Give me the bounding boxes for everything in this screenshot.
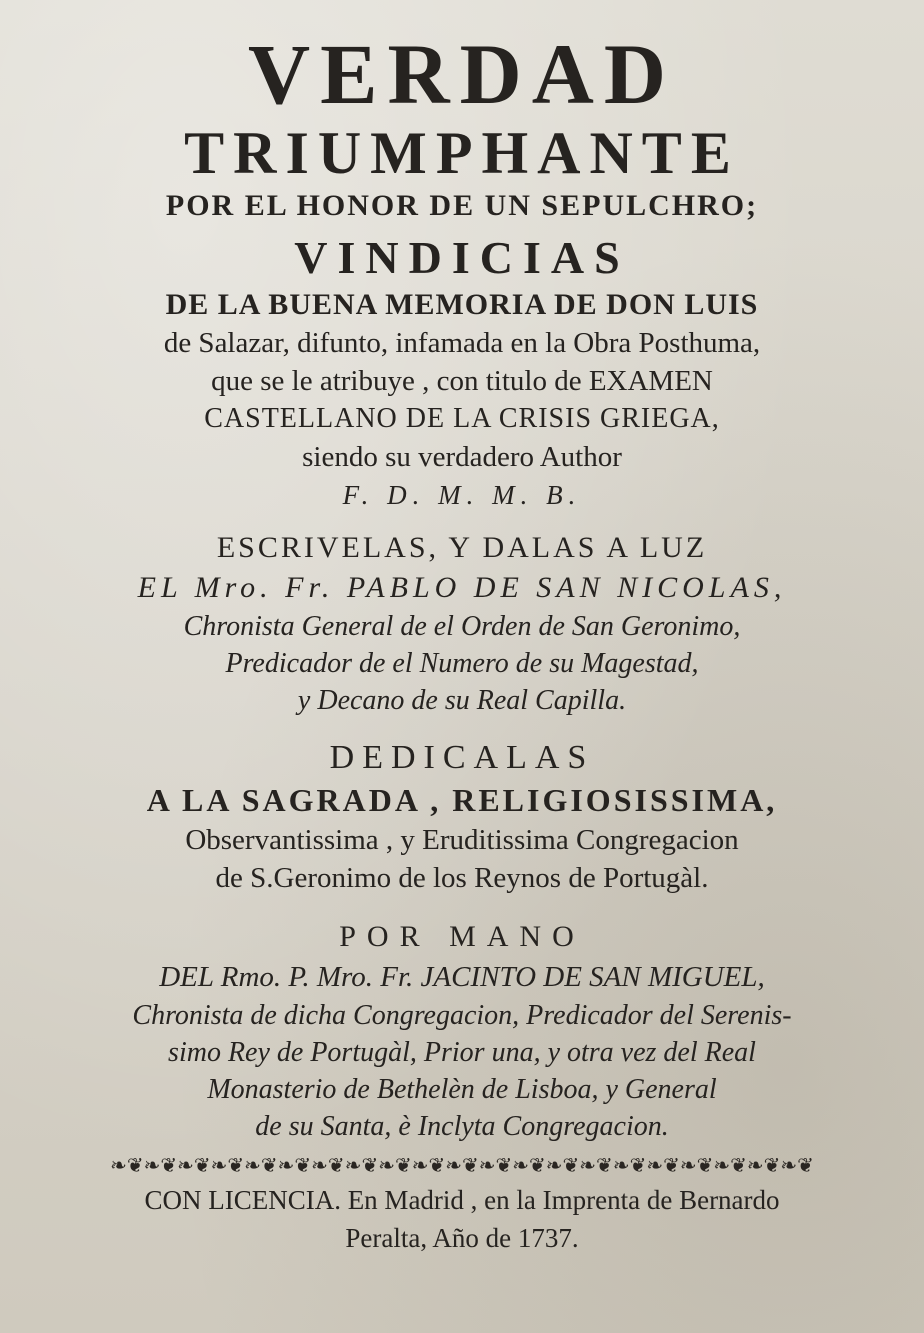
dedication-line-1: A LA SAGRADA , RELIGIOSISSIMA, [146,782,778,818]
dedication-heading: DEDICALAS [329,739,595,776]
por-mano-line-1: DEL Rmo. P. Mro. Fr. JACINTO DE SAN MIGUEL, [159,961,765,993]
author-line-2: Chronista General de el Orden de San Geronimo, [183,611,741,642]
author-line-1: EL Mro. Fr. PABLO DE SAN NICOLAS, [137,571,787,604]
por-mano-line-3: simo Rey de Portugàl, Prior una, y otra vez del Real [168,1037,756,1068]
por-mano-heading: POR MANO [339,920,585,953]
description-line-1: DE LA BUENA MEMORIA DE DON LUIS [165,288,759,321]
imprint-line-1: CON LICENCIA. En Madrid , en la Imprenta de Bernardo [144,1185,780,1215]
description-line-2: de Salazar, difunto, infamada en la Obra Posthuma, [163,327,761,359]
title-line-triumphante: TRIUMPHANTE [184,120,740,186]
description-line-5: siendo su verdadero Author [302,441,622,473]
title-line-verdad: VERDAD [248,26,676,122]
por-mano-line-2: Chronista de dicha Congregacion, Predicador del Serenis- [132,1000,792,1031]
por-mano-line-4: Monasterio de Bethelèn de Lisboa, y General [207,1074,717,1105]
subtitle-line: POR EL HONOR DE UN SEPULCHRO; [165,189,759,222]
author-line-3: Predicador de el Numero de su Magestad, [225,648,699,679]
author-initials: F. D. M. M. B. [342,480,582,510]
title-line-vindicias: VINDICIAS [294,232,630,283]
description-line-3: que se le atribuye , con titulo de EXAMEN [211,365,713,397]
author-heading: ESCRIVELAS, Y DALAS A LUZ [216,531,708,564]
author-line-4: y Decano de su Real Capilla. [297,685,627,716]
description-line-4: CASTELLANO DE LA CRISIS GRIEGA, [204,403,720,434]
dedication-line-2: Observantissima , y Eruditissima Congregacion [185,824,739,856]
imprint-line-2: Peralta, Año de 1737. [345,1223,579,1253]
ornamental-rule: ❧❦❧❦❧❦❧❦❧❦❧❦❧❦❧❦❧❦❧❦❧❦❧❦❧❦❧❦❧❦❧❦❧❦❧❦❧❦❧❦❧❦ [110,1155,814,1177]
dedication-line-3: de S.Geronimo de los Reynos de Portugàl. [215,862,709,894]
por-mano-line-5: de su Santa, è Inclyta Congregacion. [255,1111,669,1142]
